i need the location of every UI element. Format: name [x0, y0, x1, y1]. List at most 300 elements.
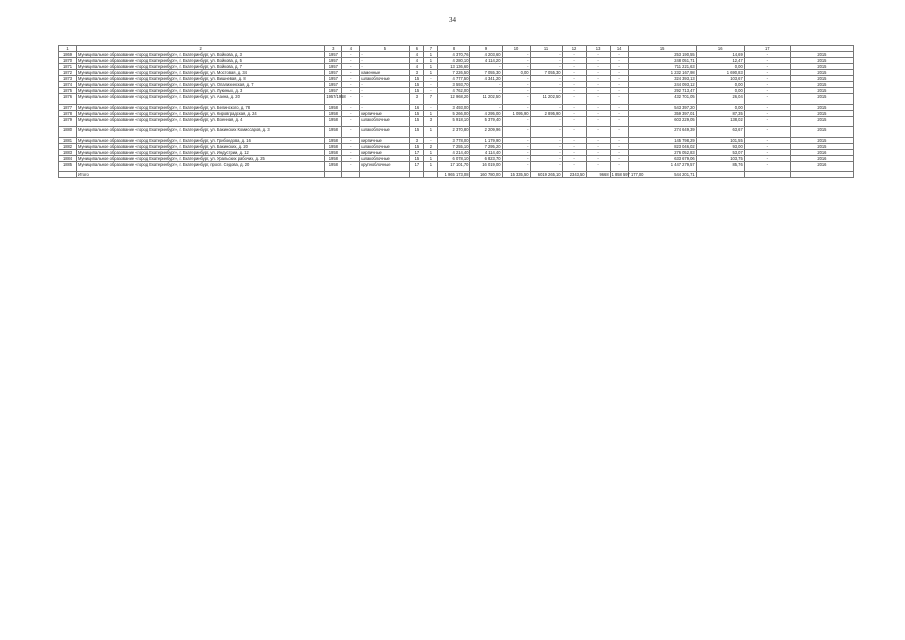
table-cell: 292 713,47 [628, 88, 696, 94]
header-cell-4: 4 [342, 46, 360, 52]
table-cell: 1958 [325, 143, 342, 149]
table-cell: - [610, 161, 628, 172]
table-cell: Муниципальное образование «город Екатеринбург», г. Екатеринбург, ул. Индустрии, д. 12 [77, 149, 325, 155]
table-cell: - [744, 116, 790, 127]
table-cell: Муниципальное образование «город Екатеринбург», г. Екатеринбург, ул. Опалихинская, д. 7 [77, 82, 325, 88]
table-cell: 2015 [790, 70, 853, 76]
table-cell: - [360, 64, 410, 70]
table-cell: - [530, 155, 562, 161]
table-cell: - [744, 137, 790, 143]
table-cell: 1958 [325, 110, 342, 116]
table-cell: 4 203,60 [470, 52, 502, 58]
table-cell: - [360, 104, 410, 110]
table-cell: 93,00 [696, 143, 744, 149]
table-cell: 1879 [59, 116, 77, 127]
table-cell: 7 055,30 [470, 70, 502, 76]
table-cell: 4 114,40 [470, 149, 502, 155]
table-cell: - [586, 104, 610, 110]
table-cell: - [562, 70, 586, 76]
table-cell: - [342, 76, 360, 82]
table-cell: 15 [410, 127, 424, 138]
total-blank-cell [790, 172, 853, 178]
table-cell: 2 895,90 [530, 110, 562, 116]
table-cell: 1880 [59, 127, 77, 138]
table-cell: - [586, 110, 610, 116]
table-cell: - [586, 161, 610, 172]
table-cell: шлакоблочные [360, 155, 410, 161]
table-cell: 4 762,00 [438, 88, 470, 94]
table-cell: Муниципальное образование «город Екатеринбург», г. Екатеринбург, ул. Белинского, д. 78 [77, 104, 325, 110]
table-cell: 1873 [59, 76, 77, 82]
table-cell: 7 [424, 94, 438, 105]
table-cell: - [744, 155, 790, 161]
header-cell-8: 8 [438, 46, 470, 52]
table-cell: 1869 [59, 52, 77, 58]
table-cell: - [586, 94, 610, 105]
table-cell: - [610, 127, 628, 138]
total-blank-cell [325, 172, 342, 178]
table-cell: 1878 [59, 110, 77, 116]
table-cell: - [744, 70, 790, 76]
table-cell: Муниципальное образование «город Екатеринбург», г. Екатеринбург, ул. Войкова, д. 5 [77, 58, 325, 64]
table-cell: 14,69 [696, 52, 744, 58]
table-cell: Муниципальное образование «город Екатеринбург», г. Екатеринбург, ул. Мостовая, д. 34 [77, 70, 325, 76]
table-cell: - [562, 137, 586, 143]
table-cell: - [342, 64, 360, 70]
total-value-cell: 9668 [586, 172, 610, 178]
header-cell-7: 7 [424, 46, 438, 52]
table-cell: 15 [410, 82, 424, 88]
table-cell: 2015 [790, 52, 853, 58]
table-cell: - [342, 82, 360, 88]
header-cell-3: 3 [325, 46, 342, 52]
table-cell: - [502, 58, 530, 64]
table-cell: - [502, 137, 530, 143]
table-cell: - [610, 70, 628, 76]
table-cell: - [360, 88, 410, 94]
table-cell: - [470, 64, 502, 70]
table-cell: - [424, 137, 438, 143]
table-cell: 1 179,90 [470, 137, 502, 143]
table-cell: 5 379,40 [470, 116, 502, 127]
table-cell: 1874 [59, 82, 77, 88]
table-row [59, 76, 854, 82]
table-cell: - [562, 76, 586, 82]
table-row [59, 149, 854, 155]
housing-register-table [58, 45, 854, 178]
table-cell: - [610, 76, 628, 82]
table-cell: - [610, 137, 628, 143]
table-row [59, 127, 854, 138]
table-cell: - [424, 82, 438, 88]
table-cell: 3 [410, 137, 424, 143]
table-cell: - [744, 149, 790, 155]
table-row [59, 94, 854, 105]
table-cell: 1 [424, 155, 438, 161]
table-cell: 15 [410, 88, 424, 94]
total-blank-cell [696, 172, 744, 178]
table-cell: - [744, 127, 790, 138]
table-cell: - [530, 149, 562, 155]
table-cell: - [342, 149, 360, 155]
total-label: Итого [77, 172, 325, 178]
table-cell: - [342, 58, 360, 64]
table-cell: 0,00 [696, 88, 744, 94]
table-cell: Муниципальное образование «город Екатеринбург», г. Екатеринбург, ул. Вишневая, д. 8 [77, 76, 325, 82]
table-cell: 2 370,80 [438, 127, 470, 138]
table-cell: 1958 [325, 137, 342, 143]
table-cell: Муниципальное образование «город Екатеринбург», г. Екатеринбург, ул. Бакинских, д. 20 [77, 143, 325, 149]
table-cell: кирпичные [360, 137, 410, 143]
table-cell: 0,00 [696, 64, 744, 70]
table-cell: - [744, 161, 790, 172]
table-cell: - [530, 52, 562, 58]
table-cell: - [342, 161, 360, 172]
table-cell: Муниципальное образование «город Екатеринбург», г. Екатеринбург, ул. Грибоедова, д. 16 [77, 137, 325, 143]
table-cell: 1957 [325, 52, 342, 58]
table-cell: 1 690,83 [696, 70, 744, 76]
table-cell: 1958 [325, 127, 342, 138]
table-cell: - [610, 82, 628, 88]
table-cell: 1958 [325, 155, 342, 161]
table-cell: 1 [424, 161, 438, 172]
table-row [59, 70, 854, 76]
table-cell: 0,00 [696, 104, 744, 110]
table-cell: - [424, 76, 438, 82]
table-row [59, 155, 854, 161]
table-cell: - [502, 88, 530, 94]
table-cell: 7 255,10 [438, 143, 470, 149]
table-cell: шлакоблочные [360, 116, 410, 127]
table-cell: 17 [410, 161, 424, 172]
table-cell: 17 101,70 [438, 161, 470, 172]
total-row [59, 172, 854, 178]
table-cell: - [562, 82, 586, 88]
table-cell: - [502, 143, 530, 149]
table-cell: 1 [424, 127, 438, 138]
table-cell: - [424, 104, 438, 110]
table-cell: - [530, 58, 562, 64]
header-cell-5: 5 [360, 46, 410, 52]
header-cell-12: 12 [562, 46, 586, 52]
table-cell: 63,67 [696, 127, 744, 138]
table-body [59, 52, 854, 178]
table-cell: 3 [410, 94, 424, 105]
table-cell: 145 798,29 [628, 137, 696, 143]
table-cell: - [342, 52, 360, 58]
table-cell: - [530, 137, 562, 143]
table-cell: - [342, 155, 360, 161]
table-cell: - [502, 155, 530, 161]
table-cell: 2 [424, 143, 438, 149]
header-cell-6: 6 [410, 46, 424, 52]
table-cell: Муниципальное образование «город Екатеринбург», г. Екатеринбург, ул. Уральских рабочих, д. 25 [77, 155, 325, 161]
table-cell: 2015 [790, 94, 853, 105]
table-cell: 138,02 [696, 116, 744, 127]
table-cell: - [586, 82, 610, 88]
table-cell: - [586, 143, 610, 149]
table-cell: 2015 [790, 76, 853, 82]
table-cell: - [586, 116, 610, 127]
table-cell: - [744, 104, 790, 110]
table-row [59, 64, 854, 70]
table-cell: - [744, 76, 790, 82]
table-cell: - [744, 52, 790, 58]
table-cell: 12,47 [696, 58, 744, 64]
table-cell: Муниципальное образование «город Екатеринбург», г. Екатеринбург, ул. Азина, д. 20 [77, 94, 325, 105]
header-cell-17: 17 [744, 46, 790, 52]
table-cell: 1885 [59, 161, 77, 172]
table-cell: - [562, 155, 586, 161]
table-cell: 1957 [325, 76, 342, 82]
table-cell: - [562, 88, 586, 94]
page-number: 34 [449, 16, 456, 24]
table-cell: 276 052,83 [628, 149, 696, 155]
table-cell: 16 019,00 [470, 161, 502, 172]
table-cell: - [530, 88, 562, 94]
table-cell: - [562, 149, 586, 155]
table-cell: - [360, 58, 410, 64]
table-cell: - [610, 143, 628, 149]
table-cell: 13 136,60 [438, 64, 470, 70]
table-cell: 4 295,00 [470, 110, 502, 116]
table-cell: 1957 [325, 58, 342, 64]
total-blank-cell [342, 172, 360, 178]
table-cell: - [470, 104, 502, 110]
table-cell: 4 [410, 52, 424, 58]
table-cell: - [562, 116, 586, 127]
table-cell: 15 [410, 155, 424, 161]
table-cell: 2015 [790, 64, 853, 70]
table-cell: 1 095,90 [502, 110, 530, 116]
table-cell: Муниципальное образование «город Екатеринбург», г. Екатеринбург, просп. Седова, д. 20 [77, 161, 325, 172]
header-cell-10: 10 [502, 46, 530, 52]
table-cell: 11 202,50 [530, 94, 562, 105]
table-cell: - [502, 82, 530, 88]
table-cell: - [562, 161, 586, 172]
table-cell: 2015 [790, 104, 853, 110]
table-cell: - [610, 104, 628, 110]
table-cell: 15 [410, 110, 424, 116]
table-cell: - [530, 64, 562, 70]
table-cell: 603 229,05 [628, 116, 696, 127]
table-cell: 324 393,13 [628, 76, 696, 82]
header-cell-1: 1 [59, 46, 77, 52]
table-row [59, 161, 854, 172]
table-cell: - [586, 88, 610, 94]
table-cell: - [530, 104, 562, 110]
table-cell: - [562, 58, 586, 64]
table-cell: - [610, 110, 628, 116]
table-cell: - [562, 104, 586, 110]
table-cell: - [342, 110, 360, 116]
table-cell: шлакоблочные [360, 127, 410, 138]
table-cell: - [744, 110, 790, 116]
table-cell: 1871 [59, 64, 77, 70]
table-cell: Муниципальное образование «город Екатеринбург», г. Екатеринбург, ул. Лукиных, д. 3 [77, 88, 325, 94]
table-cell: 1882 [59, 143, 77, 149]
table-cell: 0,00 [502, 70, 530, 76]
header-cell-11: 11 [530, 46, 562, 52]
total-blank-cell [744, 172, 790, 178]
table-cell: - [744, 82, 790, 88]
table-cell: - [610, 116, 628, 127]
header-cell-2: 2 [77, 46, 325, 52]
table-cell: 3 [410, 70, 424, 76]
table-cell: - [586, 52, 610, 58]
table-cell: - [586, 127, 610, 138]
table-cell: - [586, 137, 610, 143]
housing-register-table-sheet [58, 45, 854, 178]
table-cell: Муниципальное образование «город Екатеринбург», г. Екатеринбург, ул. Войкова, д. 7 [77, 64, 325, 70]
table-cell: 7 295,20 [470, 143, 502, 149]
table-cell: 16 [410, 104, 424, 110]
table-cell: - [586, 58, 610, 64]
table-row [59, 52, 854, 58]
table-cell: 2015 [790, 110, 853, 116]
table-cell: 3 778,00 [438, 137, 470, 143]
table-cell: - [530, 116, 562, 127]
total-row-spacer [59, 172, 77, 178]
table-cell: - [610, 149, 628, 155]
table-cell: 274 649,39 [628, 127, 696, 138]
table-cell: 1957 [325, 82, 342, 88]
table-cell: - [744, 143, 790, 149]
table-cell: 4 370,76 [438, 52, 470, 58]
table-cell: - [610, 155, 628, 161]
table-cell: - [502, 76, 530, 82]
table-cell: 3 493,00 [438, 104, 470, 110]
table-row [59, 88, 854, 94]
table-cell: 2015 [790, 88, 853, 94]
table-cell: - [502, 94, 530, 105]
table-cell: 12 968,20 [438, 94, 470, 105]
table-cell: - [502, 64, 530, 70]
table-cell: 248 051,71 [628, 58, 696, 64]
table-cell: - [530, 76, 562, 82]
table-cell: - [562, 52, 586, 58]
table-cell: 1 [424, 149, 438, 155]
table-cell: 7 226,50 [438, 70, 470, 76]
table-cell: 101,55 [696, 137, 744, 143]
total-value-cell: 1 858 597 177,00 [611, 172, 644, 178]
total-value-cell: 15 335,50 [502, 172, 530, 178]
table-cell: - [562, 64, 586, 70]
table-cell: 103,67 [696, 76, 744, 82]
table-cell: 11 202,50 [470, 94, 502, 105]
table-cell: - [586, 155, 610, 161]
table-cell: 1883 [59, 149, 77, 155]
table-cell: - [360, 94, 410, 105]
table-cell: 0,00 [696, 82, 744, 88]
table-cell: 5 266,00 [438, 110, 470, 116]
table-cell: 53,07 [696, 149, 744, 155]
table-cell: - [530, 82, 562, 88]
table-cell: - [610, 58, 628, 64]
total-blank-cell [410, 172, 424, 178]
table-cell: 1870 [59, 58, 77, 64]
table-cell: 1 [424, 52, 438, 58]
table-cell: - [610, 88, 628, 94]
total-value-cell: 544 201,71 [628, 172, 696, 178]
header-cell-14: 14 [610, 46, 628, 52]
table-cell: 2015 [790, 143, 853, 149]
table-cell: - [744, 88, 790, 94]
table-cell: 1 [424, 70, 438, 76]
table-cell: - [586, 149, 610, 155]
table-row [59, 143, 854, 149]
table-row [59, 110, 854, 116]
table-cell: 1 [424, 58, 438, 64]
table-cell: 7 055,30 [530, 70, 562, 76]
table-cell: 1957 [325, 88, 342, 94]
table-cell: 1872 [59, 70, 77, 76]
table-cell: - [342, 127, 360, 138]
table-cell: 4 341,20 [470, 76, 502, 82]
table-cell: 1 [424, 64, 438, 70]
table-cell: шлакоблочные [360, 143, 410, 149]
table-cell: - [586, 70, 610, 76]
table-cell: - [470, 88, 502, 94]
table-cell: - [530, 127, 562, 138]
table-cell: 17 [410, 149, 424, 155]
table-row [59, 104, 854, 110]
table-cell: 1957/1958 [325, 94, 342, 105]
table-cell: - [342, 70, 360, 76]
table-cell: - [502, 161, 530, 172]
table-cell: 2016 [790, 149, 853, 155]
table-cell: - [470, 82, 502, 88]
table-cell: - [342, 143, 360, 149]
table-cell: 2015 [790, 137, 853, 143]
table-cell: - [342, 137, 360, 143]
table-row [59, 82, 854, 88]
table-row [59, 58, 854, 64]
table-cell: 2 209,96 [470, 127, 502, 138]
table-cell: 1875 [59, 88, 77, 94]
table-cell: - [610, 94, 628, 105]
table-cell: - [424, 88, 438, 94]
table-cell: - [342, 104, 360, 110]
table-cell: 432 701,05 [628, 94, 696, 105]
header-cell-16: 16 [696, 46, 744, 52]
table-cell: Муниципальное образование «город Екатеринбург», г. Екатеринбург, ул. Военная, д. 4 [77, 116, 325, 127]
table-cell: 543 397,20 [628, 104, 696, 110]
table-cell: - [744, 64, 790, 70]
table-cell: - [562, 143, 586, 149]
table-cell: 2016 [790, 155, 853, 161]
table-cell: 1876 [59, 94, 77, 105]
table-cell: каменные [360, 70, 410, 76]
table-cell: 85,76 [696, 161, 744, 172]
table-cell: 1957 [325, 64, 342, 70]
table-cell: - [530, 143, 562, 149]
table-cell: Муниципальное образование «город Екатеринбург», г. Екатеринбург, ул. Кировградская, д. 24 [77, 110, 325, 116]
table-cell: 87,35 [696, 110, 744, 116]
table-cell: 6 823,70 [470, 155, 502, 161]
table-cell: - [586, 64, 610, 70]
table-cell: - [342, 88, 360, 94]
table-cell: 15 [410, 76, 424, 82]
table-cell: 6 078,10 [438, 155, 470, 161]
total-value-cell: 2343,50 [562, 172, 586, 178]
table-cell: 633 679,06 [628, 155, 696, 161]
header-cell-13: 13 [586, 46, 610, 52]
table-cell: 15 [410, 143, 424, 149]
table-cell: - [586, 76, 610, 82]
table-row [59, 137, 854, 143]
total-value-cell: 160 780,00 [470, 172, 502, 178]
